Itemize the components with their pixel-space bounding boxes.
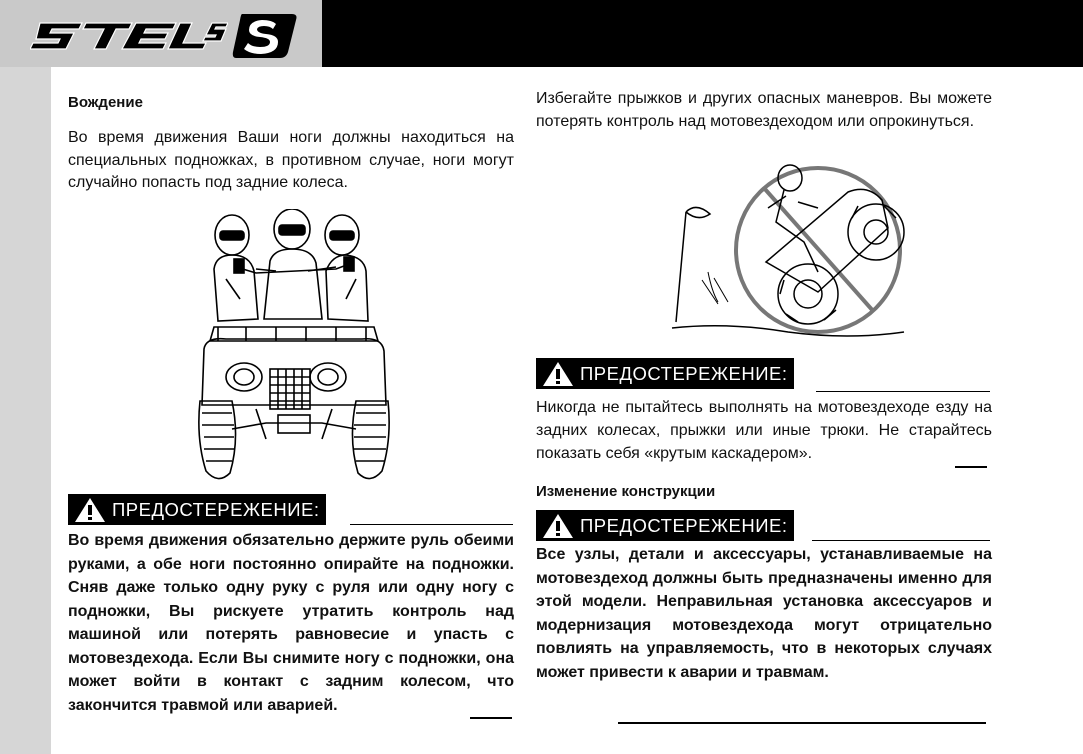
warning-header-modification	[536, 510, 794, 541]
warning-header-stunts	[536, 358, 794, 389]
warning-end-rule	[955, 466, 987, 468]
warning-label: ПРЕДОСТЕРЕЖЕНИЕ:	[580, 362, 788, 384]
jumps-intro-paragraph: Избегайте прыжков и других опасных маневров. Вы можете потерять контроль над мотовездеходом или опрокинуться.	[536, 90, 992, 130]
warning-triangle-icon	[74, 497, 106, 523]
warning-rule	[816, 391, 990, 392]
warning-badge	[536, 510, 794, 541]
section-title-modification: Изменение конструкции	[536, 483, 716, 500]
warning-label: ПРЕДОСТЕРЕЖЕНИЕ:	[112, 498, 320, 520]
warning-end-rule	[470, 717, 512, 719]
warning-triangle-icon	[542, 361, 574, 387]
warning-rule	[812, 540, 990, 541]
atv-wheelie-prohibited-illustration	[668, 152, 908, 348]
warning-badge	[68, 494, 326, 525]
warning-rule	[350, 524, 513, 525]
atv-three-riders-illustration	[196, 209, 392, 487]
section-title-driving: Вождение	[68, 94, 143, 111]
warning-end-rule	[618, 722, 986, 724]
warning-triangle-icon	[542, 513, 574, 539]
warning-text-stunts: Никогда не пытайтесь выполнять на мотовездеходе езду на задних колесах, прыжки или иные трюки. Не старайтесь показать себя «крутым каскадером».	[536, 399, 992, 462]
warning-text-modification: Все узлы, детали и аксессуары, устанавливаемые на мотовездеход должны быть предназначены именно для этой модели. Неправильная установка аксессуаров и модернизация мотовездехода могут отрицательно повлиять на управляемость, что в некоторых случаях может привести к аварии и травмам.	[536, 546, 992, 681]
header-logo-area	[0, 0, 322, 67]
stels-s-emblem	[232, 12, 298, 60]
warning-label: ПРЕДОСТЕРЕЖЕНИЕ:	[580, 514, 788, 536]
warning-text-driving: Во время движения обязательно держите руль обеими руками, а обе ноги постоянно опирайте на подножки. Сняв даже только одну руку с руля или одну ногу с подножки, Вы рискуете утратить контроль над машиной или потерять равновесие и упасть с мотовездехода. Если Вы снимите ногу с подножки, она может войти в контакт с задним колесом, что закончится травмой или аварией.	[68, 532, 514, 714]
left-margin-strip	[0, 67, 51, 754]
warning-header-driving	[68, 494, 326, 525]
driving-intro-paragraph: Во время движения Ваши ноги должны находиться на специальных подножках, в противном случае, ноги могут случайно попасть под задние колеса.	[68, 129, 514, 191]
warning-badge	[536, 358, 794, 389]
stels-logo	[30, 19, 228, 53]
